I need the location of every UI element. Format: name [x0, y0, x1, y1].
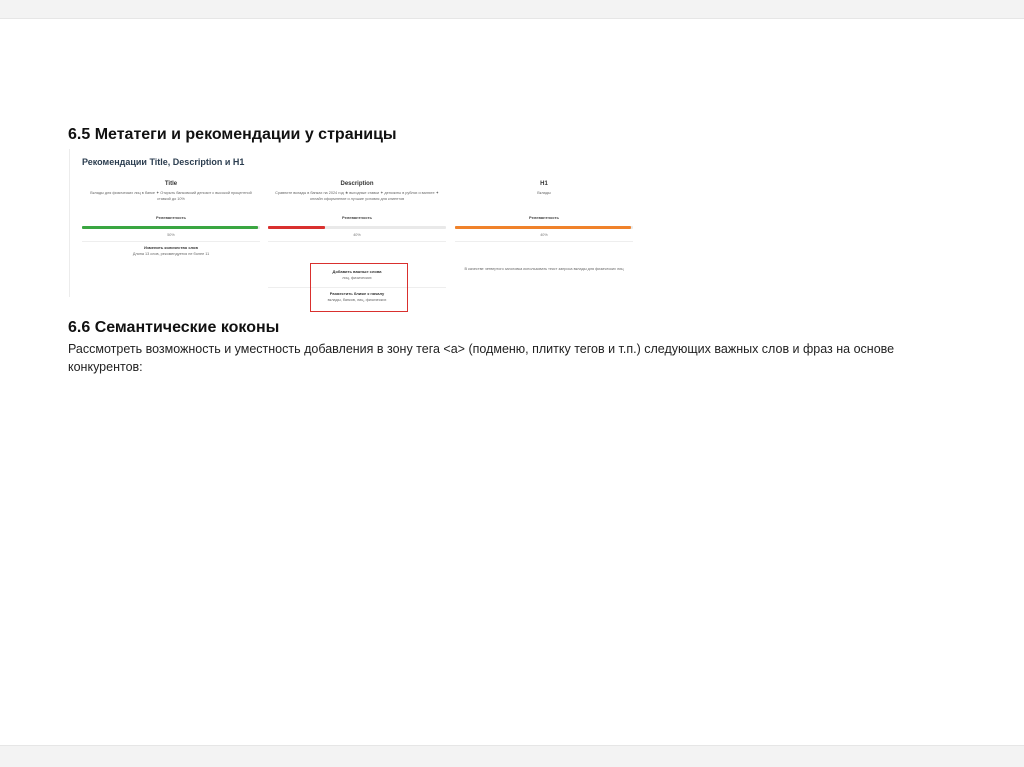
- relevance-bar: [268, 226, 446, 229]
- relevance-value: 50%: [167, 233, 175, 237]
- highlight-box: [310, 263, 408, 312]
- recommendation-text: В качестве четвертого заголовка использовать текст запроса вклады для физических лиц: [464, 267, 624, 271]
- relevance-value: 40%: [540, 233, 548, 237]
- relevance-value: 40%: [353, 233, 361, 237]
- column-text: Сравните вклады в банках на 2024 год ★ выгодные ставки ✦ депозиты в рублях и валюте ✦ онлайн оформление и лучшие условия для клиентов: [275, 191, 439, 201]
- divider: [268, 241, 446, 242]
- relevance-label: Релевантность: [156, 215, 186, 220]
- section-paragraph: Рассмотреть возможность и уместность добавления в зону тега <a> (подменю, плитку тегов и т.п.) следующих важных слов и фраз на основе конкурентов:: [68, 342, 895, 374]
- column-title: [82, 181, 260, 293]
- recommendation-text: вклады, банков, лиц, физических: [327, 298, 387, 302]
- recommendation-text: лиц, физических: [342, 276, 372, 280]
- relevance-bar: [82, 226, 260, 229]
- relevance-bar: [455, 226, 633, 229]
- column-text: Вклады для физических лиц в банке ✦ Открыть банковский депозит с высокой процентной ставкой до 10%: [90, 191, 252, 201]
- section-heading-6-6: 6.6 Семантические коконы: [68, 319, 280, 336]
- recommendation-heading: Разместить ближе к началу: [329, 291, 385, 296]
- section-heading-6-5: 6.5 Метатеги и рекомендации у страницы: [68, 126, 397, 143]
- slide: [0, 18, 1024, 746]
- divider: [82, 241, 260, 242]
- recommendation-heading: Добавить важные слова: [332, 269, 382, 274]
- relevance-fill: [455, 226, 631, 229]
- screenshot-title: Рекомендации Title, Description и H1: [82, 157, 245, 167]
- divider: [455, 241, 633, 242]
- relevance-fill: [82, 226, 258, 229]
- column-h1: [455, 181, 633, 293]
- recommendation-text: Длина 13 слов, рекомендуется не более 11: [132, 252, 210, 256]
- relevance-label: Релевантность: [342, 215, 372, 220]
- column-text: Вклады: [537, 191, 551, 195]
- relevance-fill: [268, 226, 325, 229]
- column-heading: Title: [164, 181, 178, 187]
- recommendations-screenshot: [69, 149, 647, 302]
- column-heading: H1: [540, 181, 548, 187]
- recommendation-heading: Изменить количество слов: [144, 245, 198, 250]
- relevance-label: Релевантность: [529, 215, 559, 220]
- column-heading: Description: [340, 181, 374, 187]
